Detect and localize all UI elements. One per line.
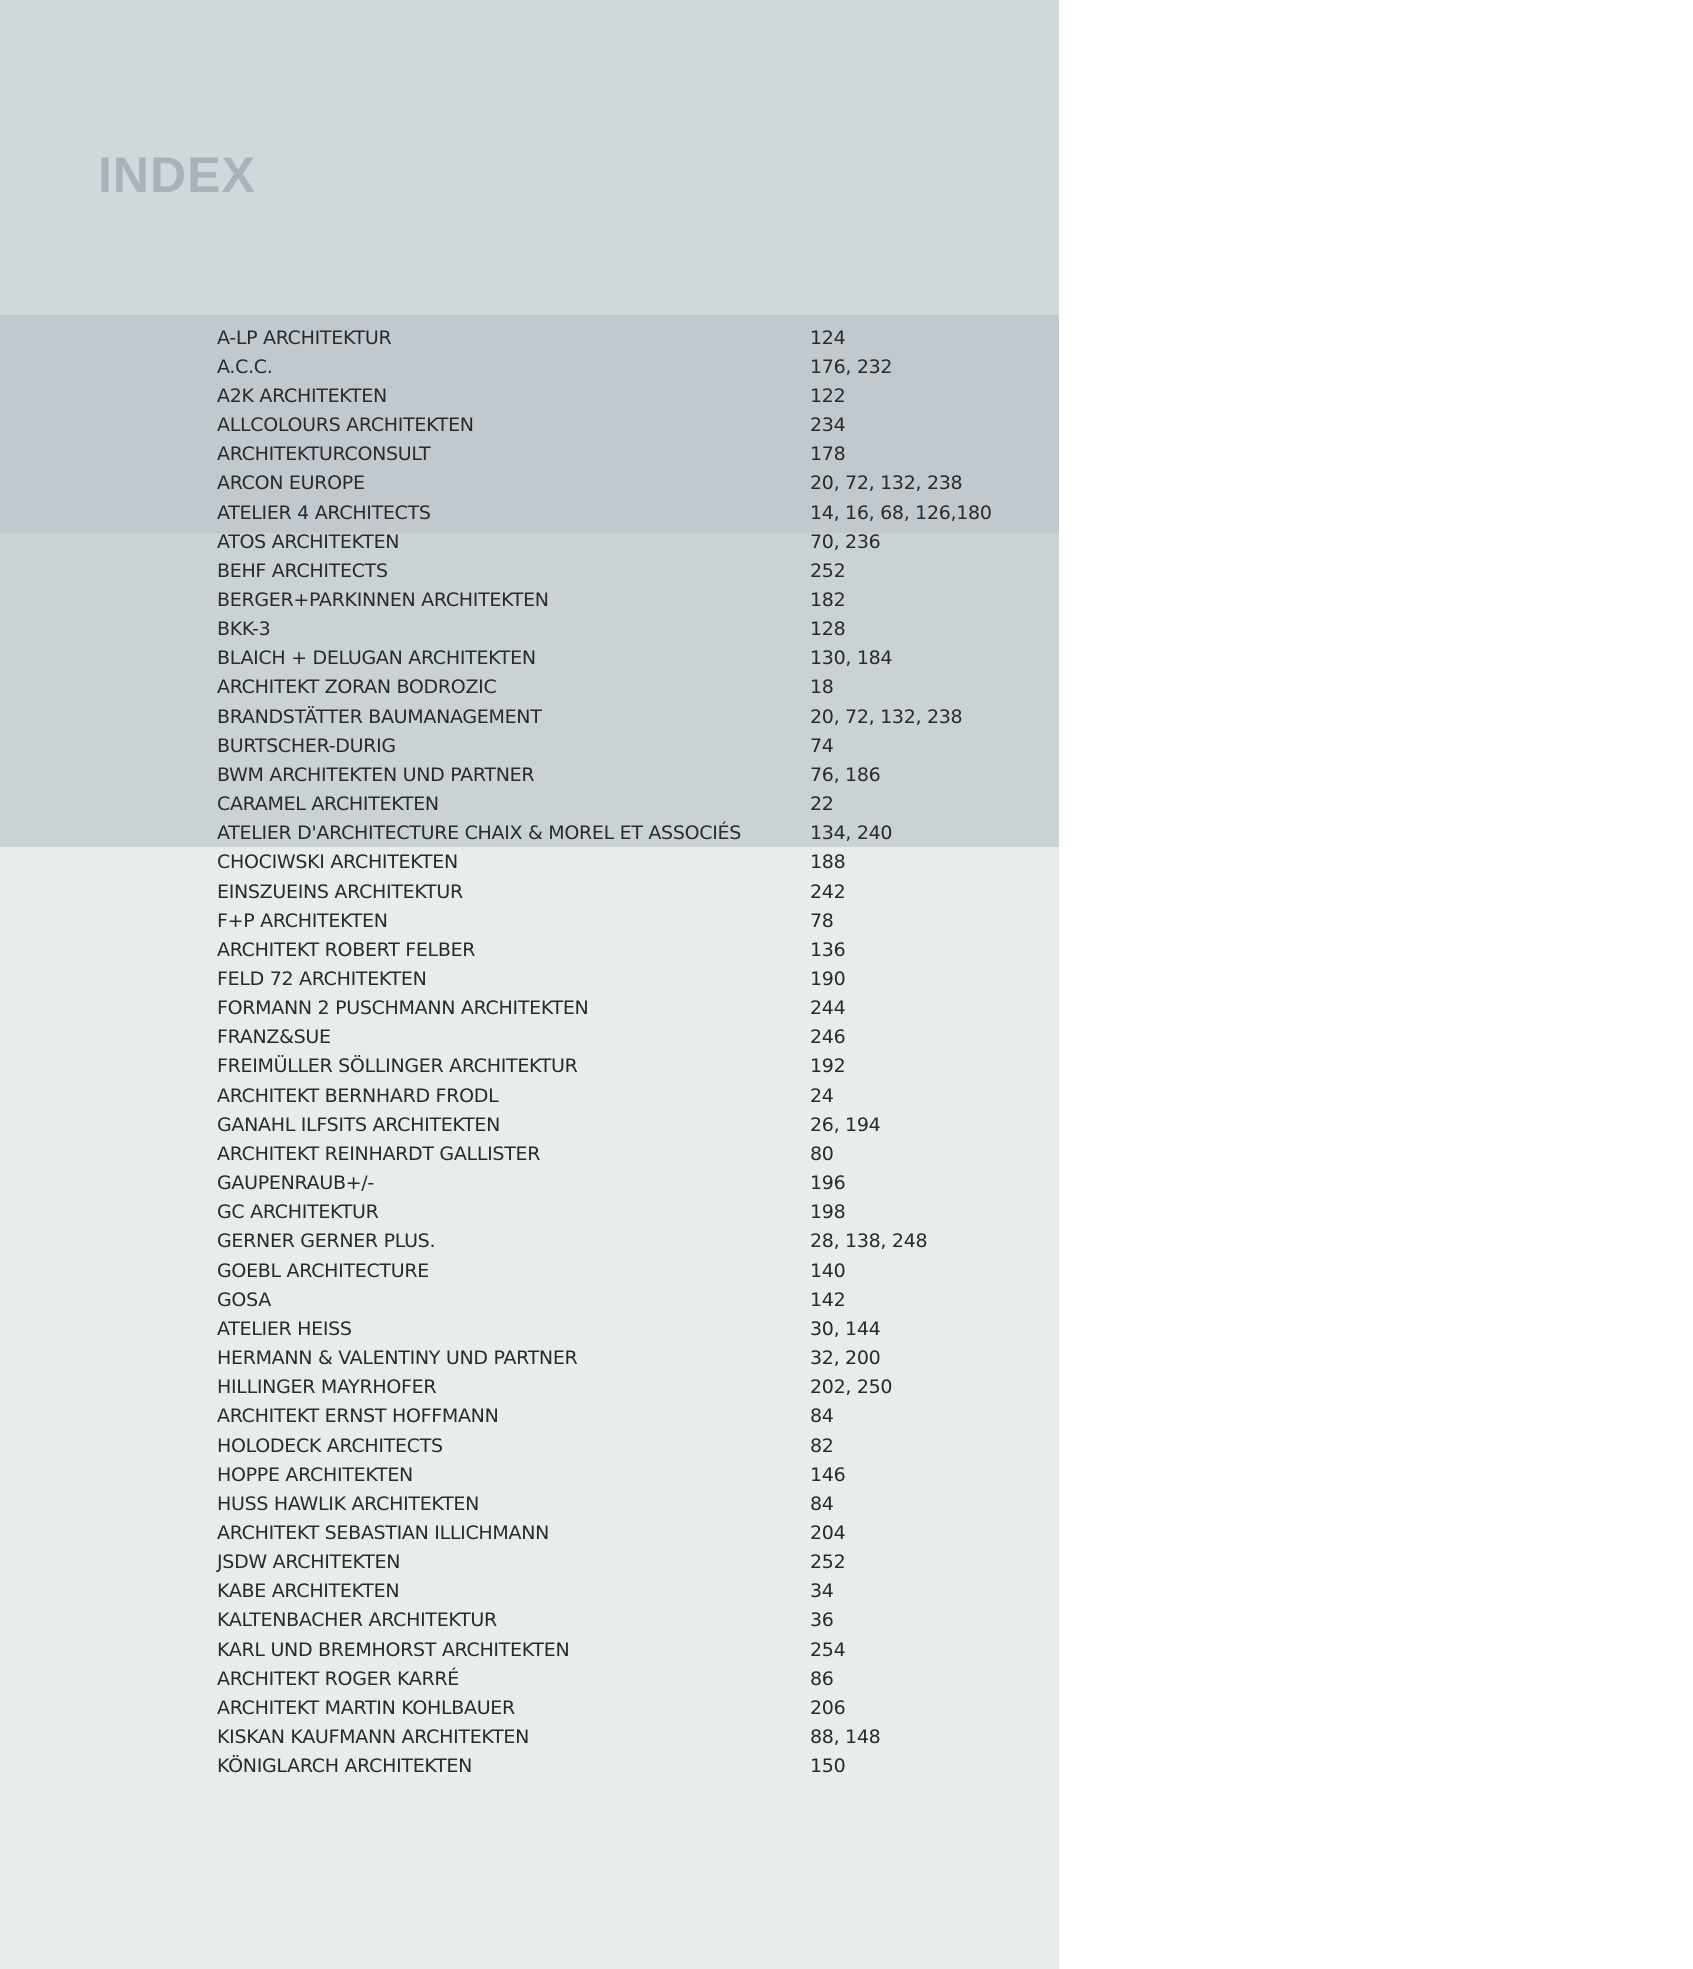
entry-pages: 206	[810, 1696, 846, 1719]
entry-name: FELD 72 ARCHITEKTEN	[217, 968, 427, 991]
index-entry	[217, 760, 1010, 789]
entry-name: GOEBL ARCHITECTURE	[217, 1259, 429, 1282]
entry-pages: 234	[810, 414, 846, 437]
entry-pages: 176, 232	[810, 355, 893, 378]
entry-pages: 140	[810, 1259, 846, 1282]
index-entry	[217, 1256, 1010, 1285]
entry-name: HUSS HAWLIK ARCHITEKTEN	[217, 1492, 480, 1515]
index-entry	[217, 1693, 1010, 1722]
entry-pages: 178	[810, 443, 846, 466]
entry-pages: 86	[810, 1667, 834, 1690]
entry-pages: 82	[810, 1434, 834, 1457]
entry-name: FORMANN 2 PUSCHMANN ARCHITEKTEN	[217, 997, 589, 1020]
entry-name: ATELIER HEISS	[217, 1317, 352, 1340]
entry-pages: 196	[810, 1172, 846, 1195]
index-entry	[217, 1169, 1010, 1198]
entry-pages: 30, 144	[810, 1317, 881, 1340]
entry-pages: 146	[810, 1463, 846, 1486]
entry-name: ARCHITEKT MARTIN KOHLBAUER	[217, 1696, 515, 1719]
entry-name: KALTENBACHER ARCHITEKTUR	[217, 1609, 497, 1632]
index-entry	[217, 702, 1010, 731]
index-entry	[217, 1635, 1010, 1664]
index-entry	[217, 1373, 1010, 1402]
entry-pages: 20, 72, 132, 238	[810, 705, 963, 728]
index-entry	[217, 1110, 1010, 1139]
entry-pages: 76, 186	[810, 763, 881, 786]
index-entry	[217, 498, 1010, 527]
page-title: INDEX	[98, 147, 256, 203]
index-entry	[217, 410, 1010, 439]
entry-name: HERMANN & VALENTINY UND PARTNER	[217, 1347, 578, 1370]
entry-pages: 182	[810, 588, 846, 611]
index-entry	[217, 381, 1010, 410]
entry-pages: 134, 240	[810, 822, 893, 845]
entry-pages: 242	[810, 880, 846, 903]
entry-name: ATELIER 4 ARCHITECTS	[217, 501, 431, 524]
entry-pages: 192	[810, 1055, 846, 1078]
entry-pages: 136	[810, 938, 846, 961]
entry-pages: 88, 148	[810, 1726, 881, 1749]
entry-name: BLAICH + DELUGAN ARCHITEKTEN	[217, 647, 536, 670]
entry-name: BURTSCHER-DURIG	[217, 734, 396, 757]
entry-name: GOSA	[217, 1288, 271, 1311]
entry-pages: 84	[810, 1492, 834, 1515]
index-entry	[217, 1052, 1010, 1081]
index-entry	[217, 673, 1010, 702]
entry-pages: 14, 16, 68, 126,180	[810, 501, 992, 524]
entry-name: BKK-3	[217, 618, 271, 641]
entry-name: KABE ARCHITEKTEN	[217, 1580, 400, 1603]
entry-name: ARCHITEKT ERNST HOFFMANN	[217, 1405, 499, 1428]
entry-pages: 252	[810, 1551, 846, 1574]
entry-pages: 122	[810, 384, 846, 407]
entry-pages: 70, 236	[810, 530, 881, 553]
entry-pages: 22	[810, 793, 834, 816]
entry-pages: 20, 72, 132, 238	[810, 472, 963, 495]
entry-name: BWM ARCHITEKTEN UND PARTNER	[217, 763, 535, 786]
entry-name: BERGER+PARKINNEN ARCHITEKTEN	[217, 588, 549, 611]
index-entry	[217, 877, 1010, 906]
entry-pages: 74	[810, 734, 834, 757]
index-entry	[217, 1227, 1010, 1256]
entry-pages: 252	[810, 559, 846, 582]
entry-pages: 36	[810, 1609, 834, 1632]
entry-name: EINSZUEINS ARCHITEKTUR	[217, 880, 463, 903]
entry-name: ARCHITEKT ROBERT FELBER	[217, 938, 476, 961]
index-entry	[217, 1577, 1010, 1606]
index-entry	[217, 1285, 1010, 1314]
entry-name: A-LP ARCHITEKTUR	[217, 326, 392, 349]
entry-pages: 142	[810, 1288, 846, 1311]
index-entry	[217, 556, 1010, 585]
index-entry	[217, 848, 1010, 877]
index-entry	[217, 1518, 1010, 1547]
index-entry	[217, 1314, 1010, 1343]
entry-name: BRANDSTÄTTER BAUMANAGEMENT	[217, 705, 542, 728]
entry-pages: 24	[810, 1084, 834, 1107]
entry-name: ARCHITEKT REINHARDT GALLISTER	[217, 1142, 541, 1165]
index-list	[217, 323, 1010, 1781]
entry-name: GANAHL ILFSITS ARCHITEKTEN	[217, 1113, 501, 1136]
index-entry	[217, 469, 1010, 498]
entry-name: CARAMEL ARCHITEKTEN	[217, 793, 439, 816]
index-entry	[217, 323, 1010, 352]
index-entry	[217, 935, 1010, 964]
entry-name: ALLCOLOURS ARCHITEKTEN	[217, 414, 474, 437]
entry-pages: 128	[810, 618, 846, 641]
index-entry	[217, 994, 1010, 1023]
entry-name: KARL UND BREMHORST ARCHITEKTEN	[217, 1638, 570, 1661]
entry-pages: 130, 184	[810, 647, 893, 670]
entry-pages: 254	[810, 1638, 846, 1661]
index-entry	[217, 615, 1010, 644]
index-entry	[217, 1139, 1010, 1168]
entry-name: GAUPENRAUB+/-	[217, 1172, 374, 1195]
index-entry	[217, 731, 1010, 760]
index-entry	[217, 1198, 1010, 1227]
entry-pages: 188	[810, 851, 846, 874]
index-entry	[217, 1723, 1010, 1752]
entry-name: ARCHITEKT SEBASTIAN ILLICHMANN	[217, 1521, 550, 1544]
index-entry	[217, 819, 1010, 848]
entry-name: HOLODECK ARCHITECTS	[217, 1434, 443, 1457]
entry-name: ATOS ARCHITEKTEN	[217, 530, 400, 553]
index-entry	[217, 1664, 1010, 1693]
entry-pages: 32, 200	[810, 1347, 881, 1370]
index-entry	[217, 1606, 1010, 1635]
index-entry	[217, 906, 1010, 935]
entry-name: BEHF ARCHITECTS	[217, 559, 388, 582]
entry-name: FREIMÜLLER SÖLLINGER ARCHITEKTUR	[217, 1055, 578, 1078]
index-entry	[217, 964, 1010, 993]
entry-pages: 150	[810, 1755, 846, 1778]
entry-name: ARCHITEKTURCONSULT	[217, 443, 431, 466]
entry-pages: 204	[810, 1521, 846, 1544]
index-entry	[217, 1460, 1010, 1489]
index-entry	[217, 644, 1010, 673]
index-entry	[217, 1081, 1010, 1110]
entry-name: A2K ARCHITEKTEN	[217, 384, 387, 407]
entry-pages: 34	[810, 1580, 834, 1603]
entry-pages: 84	[810, 1405, 834, 1428]
entry-name: ARCON EUROPE	[217, 472, 365, 495]
entry-pages: 202, 250	[810, 1376, 893, 1399]
entry-name: CHOCIWSKI ARCHITEKTEN	[217, 851, 458, 874]
entry-name: KÖNIGLARCH ARCHITEKTEN	[217, 1755, 473, 1778]
entry-name: ARCHITEKT BERNHARD FRODL	[217, 1084, 499, 1107]
entry-pages: 18	[810, 676, 834, 699]
entry-name: ARCHITEKT ROGER KARRÉ	[217, 1667, 460, 1690]
entry-pages: 198	[810, 1201, 846, 1224]
entry-name: GC ARCHITEKTUR	[217, 1201, 379, 1224]
entry-name: HOPPE ARCHITEKTEN	[217, 1463, 413, 1486]
entry-pages: 124	[810, 326, 846, 349]
index-entry	[217, 585, 1010, 614]
entry-pages: 26, 194	[810, 1113, 881, 1136]
entry-name: FRANZ&SUE	[217, 1026, 331, 1049]
index-entry	[217, 1343, 1010, 1372]
entry-pages: 28, 138, 248	[810, 1230, 928, 1253]
index-entry	[217, 1548, 1010, 1577]
entry-name: ARCHITEKT ZORAN BODROZIC	[217, 676, 497, 699]
entry-name: KISKAN KAUFMANN ARCHITEKTEN	[217, 1726, 530, 1749]
entry-name: HILLINGER MAYRHOFER	[217, 1376, 437, 1399]
entry-pages: 80	[810, 1142, 834, 1165]
index-entry	[217, 1489, 1010, 1518]
index-entry	[217, 1431, 1010, 1460]
entry-name: GERNER GERNER PLUS.	[217, 1230, 436, 1253]
entry-pages: 78	[810, 909, 834, 932]
index-entry	[217, 352, 1010, 381]
index-entry	[217, 1023, 1010, 1052]
entry-name: JSDW ARCHITEKTEN	[217, 1551, 401, 1574]
index-entry	[217, 790, 1010, 819]
index-entry	[217, 1402, 1010, 1431]
entry-pages: 246	[810, 1026, 846, 1049]
index-entry	[217, 527, 1010, 556]
entry-name: ATELIER D'ARCHITECTURE CHAIX & MOREL ET ASSOCIÉS	[217, 822, 741, 845]
entry-pages: 190	[810, 968, 846, 991]
entry-name: A.C.C.	[217, 355, 273, 378]
entry-name: F+P ARCHITEKTEN	[217, 909, 388, 932]
entry-pages: 244	[810, 997, 846, 1020]
index-entry	[217, 440, 1010, 469]
index-entry	[217, 1752, 1010, 1781]
